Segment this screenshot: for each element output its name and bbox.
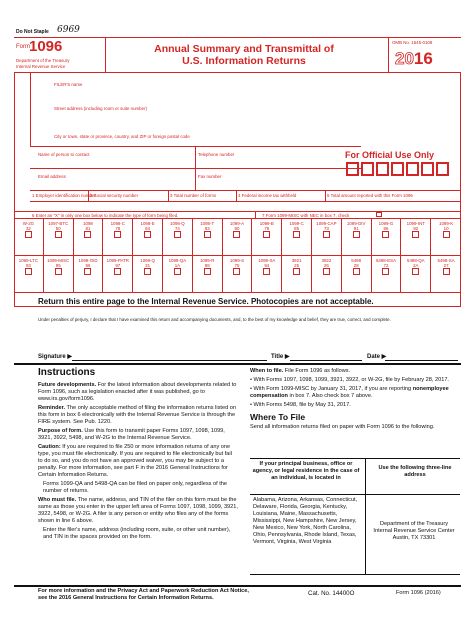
form-type-code: 72 xyxy=(383,263,389,268)
form-type-code: 26 xyxy=(323,263,329,268)
form-type-label: 3922 xyxy=(321,258,332,263)
form-type-label: 1098-T xyxy=(200,221,215,226)
do-not-staple: Do Not Staple xyxy=(16,29,49,35)
email-label: Email address xyxy=(38,174,66,179)
contact-name-label: Name of person to contact xyxy=(38,152,90,157)
form-type-label: 1098-C xyxy=(110,221,125,226)
form-type-cell xyxy=(342,219,372,255)
form-type-label: 1099-SA xyxy=(258,258,276,263)
form-type-checkbox[interactable] xyxy=(323,231,330,238)
box2-label: 2 Social security number xyxy=(90,193,139,198)
fax-label: Fax number xyxy=(198,174,222,179)
form-type-code: 81 xyxy=(85,226,91,231)
title-line2: U.S. Information Returns xyxy=(182,55,306,67)
withheld-field[interactable] xyxy=(238,201,323,211)
form-type-code: 98 xyxy=(204,263,210,268)
form-type-label: 1099-CAP xyxy=(316,221,337,226)
form-type-row-1 xyxy=(14,219,461,255)
form-type-code: 83 xyxy=(204,226,210,231)
form-type-cell xyxy=(14,219,44,255)
form-type-cell xyxy=(252,219,282,255)
dept-line1: Department of the Treasury xyxy=(16,58,70,63)
form-type-cell xyxy=(133,219,163,255)
form-type-label: 1099-S xyxy=(229,258,245,263)
phone-label: Telephone number xyxy=(198,152,235,157)
form-type-cell xyxy=(133,256,163,292)
form-type-checkbox[interactable] xyxy=(263,268,270,275)
form-type-checkbox[interactable] xyxy=(353,268,360,275)
form-type-checkbox[interactable] xyxy=(204,231,211,238)
form-type-checkbox[interactable] xyxy=(233,231,240,238)
form-type-cell xyxy=(431,219,461,255)
form-type-label: 1099-INT xyxy=(406,221,425,226)
form-type-label: 1098-Q xyxy=(170,221,185,226)
form-type-code: 50 xyxy=(55,226,61,231)
form-type-cell xyxy=(223,219,253,255)
form-type-checkbox[interactable] xyxy=(55,231,62,238)
form-type-checkbox[interactable] xyxy=(114,268,121,275)
official-use-boxes xyxy=(346,162,451,181)
form-type-code: 91 xyxy=(353,226,359,231)
form-type-code: 2A xyxy=(413,263,419,268)
form-type-checkbox[interactable] xyxy=(144,268,151,275)
tax-year: 2016 xyxy=(395,49,433,68)
form-type-cell xyxy=(103,256,133,292)
street-address-field[interactable] xyxy=(36,114,336,124)
total-amount-field[interactable] xyxy=(327,201,457,211)
form-type-cell xyxy=(372,256,402,292)
title-line1: Annual Summary and Transmittal of xyxy=(154,43,334,55)
official-use-label: For Official Use Only xyxy=(345,150,435,160)
form-type-code: 86 xyxy=(383,226,389,231)
form-type-checkbox[interactable] xyxy=(55,268,62,275)
perjury-statement: Under penalties of perjury, I declare that I have examined this return and accompanying documents, and, to the best of my knowledge and belief, they are true, correct, and complete. xyxy=(38,317,391,322)
ssn-field[interactable] xyxy=(90,201,166,211)
form-type-checkbox[interactable] xyxy=(233,268,240,275)
date-field[interactable] xyxy=(385,352,458,361)
form-type-label: 5498 xyxy=(351,258,362,263)
form-type-code: 84 xyxy=(145,226,151,231)
form-type-checkbox[interactable] xyxy=(412,268,419,275)
form-type-label: 1098-E xyxy=(140,221,155,226)
form-type-checkbox[interactable] xyxy=(382,268,389,275)
form-type-checkbox[interactable] xyxy=(443,268,450,275)
form-type-code: 25 xyxy=(294,263,300,268)
form-type-checkbox[interactable] xyxy=(323,268,330,275)
box4-label: 4 Federal income tax withheld xyxy=(238,193,297,198)
form-type-checkbox[interactable] xyxy=(25,231,32,238)
form-type-checkbox[interactable] xyxy=(293,231,300,238)
form-type-label: 1099-OID xyxy=(78,258,98,263)
form-type-code: 93 xyxy=(25,263,31,268)
form-type-label: 1099-QA xyxy=(168,258,187,263)
form-type-code: 85 xyxy=(294,226,300,231)
form-type-label: 1099-LTC xyxy=(18,258,38,263)
form-type-cell xyxy=(401,256,431,292)
form-type-cell xyxy=(193,219,223,255)
phone-field[interactable] xyxy=(198,158,348,167)
form-type-code: 78 xyxy=(115,226,121,231)
form-type-cell xyxy=(103,219,133,255)
box1-label: 1 Employer identification number xyxy=(32,193,96,198)
form-type-label: 5498-SA xyxy=(437,258,455,263)
handwritten-number: 6969 xyxy=(57,25,80,35)
street-address-label: Street address (including room or suite number) xyxy=(54,106,147,111)
signature-label: Signature ▶ xyxy=(38,354,72,360)
form-type-cell xyxy=(252,256,282,292)
form-type-label: 1099-MISC xyxy=(47,258,70,263)
title-label: Title ▶ xyxy=(271,354,290,360)
form-type-label: 3921 xyxy=(291,258,302,263)
filer-name-label: FILER'S name xyxy=(54,82,83,87)
footer-form-ref: Form 1096 (2016) xyxy=(396,590,441,596)
form-type-label: 1098 xyxy=(83,221,93,226)
form-type-label: 5498-QA xyxy=(407,258,425,263)
form-type-cell xyxy=(74,219,104,255)
form-number: 1096 xyxy=(29,38,63,55)
form-type-cell xyxy=(282,256,312,292)
form-type-checkbox[interactable] xyxy=(84,231,91,238)
form-type-cell xyxy=(74,256,104,292)
box3-label: 3 Total number of forms xyxy=(170,193,217,198)
form-type-cell xyxy=(163,256,193,292)
form-type-cell xyxy=(372,219,402,255)
form-type-code: 75 xyxy=(234,263,240,268)
form-type-label: 5498-ESA xyxy=(375,258,396,263)
dept-line2: Internal Revenue Service xyxy=(16,64,66,69)
form-type-checkbox[interactable] xyxy=(114,231,121,238)
date-label: Date ▶ xyxy=(367,354,387,360)
catalog-number: Cat. No. 14400O xyxy=(308,590,355,597)
when-to-file: When to file. File Form 1096 as follows. • With Forms 1097, 1098, 1099, 3921, 3922, or W-2G, file by February 28, 2017. • With Form 1099-MISC by January 31, 2017, if you are reporting nonemployee compensation in box 7. Also check box 7 above. • With Forms 5498, file by May 31, 2017. Where To File Send all information returns filed on paper with Form 1096 to the following. xyxy=(250,368,460,431)
form-type-cell xyxy=(431,256,461,292)
form-type-label: 1099-R xyxy=(199,258,215,263)
box7-label: 7 Form 1099-MISC with NEC in box 7, check xyxy=(262,213,350,218)
form-type-code: 79 xyxy=(264,226,270,231)
email-field[interactable] xyxy=(38,180,188,189)
form-type-checkbox[interactable] xyxy=(353,231,360,238)
form-type-label: 1099-K xyxy=(439,221,454,226)
form-type-cell xyxy=(312,219,342,255)
form-type-label: 1099-DIV xyxy=(346,221,366,226)
form-type-code: 31 xyxy=(145,263,151,268)
form-word: Form xyxy=(16,44,30,50)
form-type-cell xyxy=(401,219,431,255)
instructions-body: Future developments. For the latest information about developments related to Form 1096, such as legislation enacted after it was published, go to www.irs.gov/form1096. Reminder. The only acceptable method of filing the information returns listed on this form in box 6 electronically with the Internal Revenue Service is through the FIRE system. See Pub. 1220. Purpose of form. Use this form to transmit paper Forms 1097, 1098, 1099, 3921, 3922, 5498, and W-2G to the Internal Revenue Service. Caution: If you are required to file 250 or more information returns of any one type, you must file electronically. If you are required to file electronically but fail to do so, and you do not have an approved waiver, you may be subject to a penalty. For more information, see part F in the 2016 General Instructions for Certain Information Returns. Forms 1099-QA and 5498-QA can be filed on paper only, regardless of the number of returns. Who must file. The name, address, and TIN of the filer on this form must be the same as those you enter in the upper left area of Forms 1097, 1098, 1099, 3921, 3922, 5498, or W-2G. A filer is any person or entity who files any of the forms shown in line 6 above. Enter the filer's name, address (including room, suite, or other unit number), and TIN in the spaces provided on the form. xyxy=(38,382,238,540)
form-type-checkbox[interactable] xyxy=(412,231,419,238)
form-type-code: 95 xyxy=(55,263,61,268)
where-to-file-table: If your principal business, office or agency, or legal residence in the case of an individual, is located in Use the following three-line address Alabama, Arizona, Arkansas, Connecticut, Delaware, Florida, Georgia, Kentucky, Louisiana, Maine, Massachusetts, Mississippi, New Hampshire, New Jersey, New Mexico, New York, North Carolina, Ohio, Pennsylvania, Rhode Island, Texas, Vermont, Virginia, West Virginia Department of the Treasury Internal Revenue Service Center Austin, TX 73301 xyxy=(250,458,460,578)
form-type-code: 94 xyxy=(264,263,270,268)
form-type-checkbox[interactable] xyxy=(204,268,211,275)
form-type-cell xyxy=(44,219,74,255)
ein-field[interactable] xyxy=(32,201,87,211)
box5-label: 5 Total amount reported with this Form 1096 xyxy=(327,193,413,198)
form-type-label: 1099-A xyxy=(229,221,245,226)
instructions-heading: Instructions xyxy=(38,367,96,378)
fax-field[interactable] xyxy=(198,180,348,189)
form-type-cell xyxy=(14,256,44,292)
where-to-file-heading: Where To File xyxy=(250,412,306,422)
form-type-cell xyxy=(312,256,342,292)
form-type-label: 1099-Q xyxy=(140,258,155,263)
form-type-checkbox[interactable] xyxy=(84,268,91,275)
form-type-checkbox[interactable] xyxy=(25,268,32,275)
title-field[interactable] xyxy=(290,352,362,361)
form-type-code: 92 xyxy=(413,226,419,231)
form-type-checkbox[interactable] xyxy=(443,231,450,238)
form-type-code: 97 xyxy=(115,263,121,268)
form-type-checkbox[interactable] xyxy=(174,231,181,238)
form-type-code: 10 xyxy=(443,226,449,231)
signature-field[interactable] xyxy=(72,352,267,361)
omb-number: OMB No. 1545-0108 xyxy=(392,40,433,45)
form-type-cell xyxy=(163,219,193,255)
form-type-cell xyxy=(44,256,74,292)
form-type-checkbox[interactable] xyxy=(382,231,389,238)
form-type-checkbox[interactable] xyxy=(263,231,270,238)
form-type-code: 1A xyxy=(174,263,181,268)
filer-name-field[interactable] xyxy=(36,90,336,100)
form-type-code: 96 xyxy=(85,263,91,268)
box7-checkbox[interactable] xyxy=(376,212,382,217)
form-type-cell xyxy=(193,256,223,292)
form-type-label: 1099-B xyxy=(259,221,274,226)
form-type-row-2 xyxy=(14,256,461,292)
form-type-label: 1097-BTC xyxy=(48,221,69,226)
return-instruction: Return this entire page to the Internal Revenue Service. Photocopies are not acceptable. xyxy=(38,297,374,306)
form-type-label: 1099-G xyxy=(378,221,394,226)
form-type-label: 1099-C xyxy=(289,221,304,226)
form-type-code: 27 xyxy=(443,263,449,268)
form-type-code: 74 xyxy=(174,226,180,231)
form-type-code: 32 xyxy=(25,226,31,231)
form-type-label: 1099-PATR xyxy=(106,258,129,263)
form-type-checkbox[interactable] xyxy=(293,268,300,275)
city-label: City or town, state or province, country, and ZIP or foreign postal code xyxy=(54,134,190,139)
form-type-code: 28 xyxy=(353,263,359,268)
total-forms-field[interactable] xyxy=(170,201,234,211)
form-type-code: 80 xyxy=(234,226,240,231)
box6-label: 6 Enter an "X" in only one box below to indicate the type of form being filed. xyxy=(32,213,179,218)
form-type-cell xyxy=(342,256,372,292)
contact-name-field[interactable] xyxy=(38,158,188,167)
form-type-checkbox[interactable] xyxy=(144,231,151,238)
form-type-label: W-2G xyxy=(22,221,35,226)
form-type-checkbox[interactable] xyxy=(174,268,181,275)
form-type-cell xyxy=(282,219,312,255)
footer-privacy-line1: For more information and the Privacy Act and Paperwork Reduction Act Notice, xyxy=(38,588,249,594)
form-type-cell xyxy=(223,256,253,292)
form-type-code: 73 xyxy=(323,226,329,231)
footer-privacy-line2: see the 2016 General Instructions for Certain Information Returns. xyxy=(38,595,214,601)
